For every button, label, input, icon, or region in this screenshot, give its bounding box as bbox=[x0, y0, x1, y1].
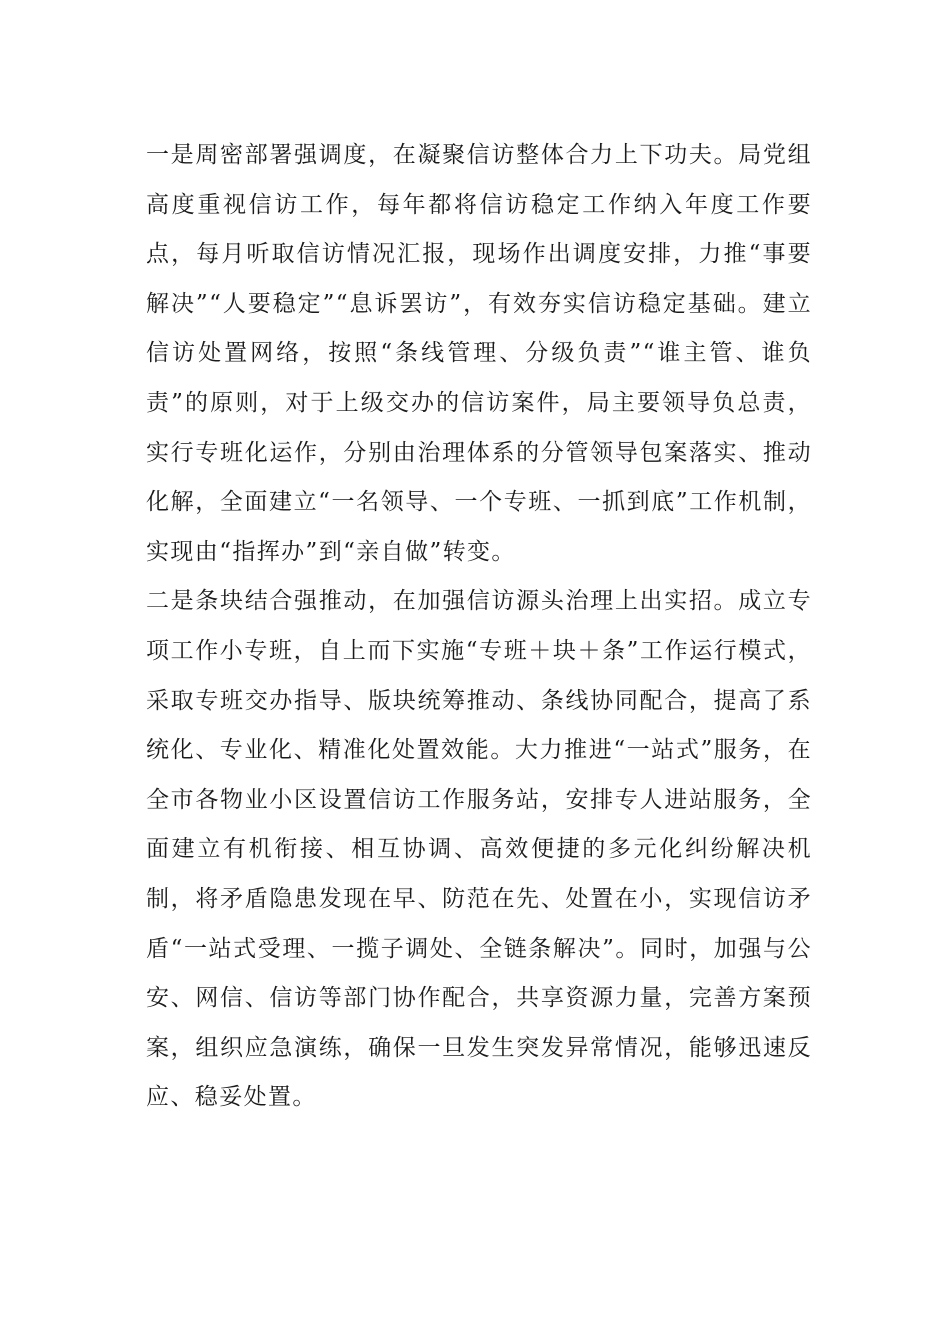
document-body bbox=[146, 131, 812, 1123]
paragraph-2: 二是条块结合强推动，在加强信访源头治理上出实招。成立专项工作小专班，自上而下实施“专班＋块＋条”工作运行模式，采取专班交办指导、版块统筹推动、条线协同配合，提高了系统化、专业化、精准化处置效能。大力推进“一站式”服务，在全市各物业小区设置信访工作服务站，安排专人进站服务，全面建立有机衔接、相互协调、高效便捷的多元化纠纷解决机制，将矛盾隐患发现在早、防范在先、处置在小，实现信访矛盾“一站式受理、一揽子调处、全链条解决”。同时，加强与公安、网信、信访等部门协作配合，共享资源力量，完善方案预案，组织应急演练，确保一旦发生突发异常情况，能够迅速反应、稳妥处置。 bbox=[146, 588, 812, 1111]
paragraph-1: 一是周密部署强调度，在凝聚信访整体合力上下功夫。局党组高度重视信访工作，每年都将信访稳定工作纳入年度工作要点，每月听取信访情况汇报，现场作出调度安排，力推“事要解决”“人要稳定”“息诉罢访”，有效夯实信访稳定基础。建立信访处置网络，按照“条线管理、分级负责”“谁主管、谁负责”的原则，对于上级交办的信访案件，局主要领导负总责，实行专班化运作，分别由治理体系的分管领导包案落实、推动化解，全面建立“一名领导、一个专班、一抓到底”工作机制，实现由“指挥办”到“亲自做”转变。 bbox=[146, 142, 812, 565]
